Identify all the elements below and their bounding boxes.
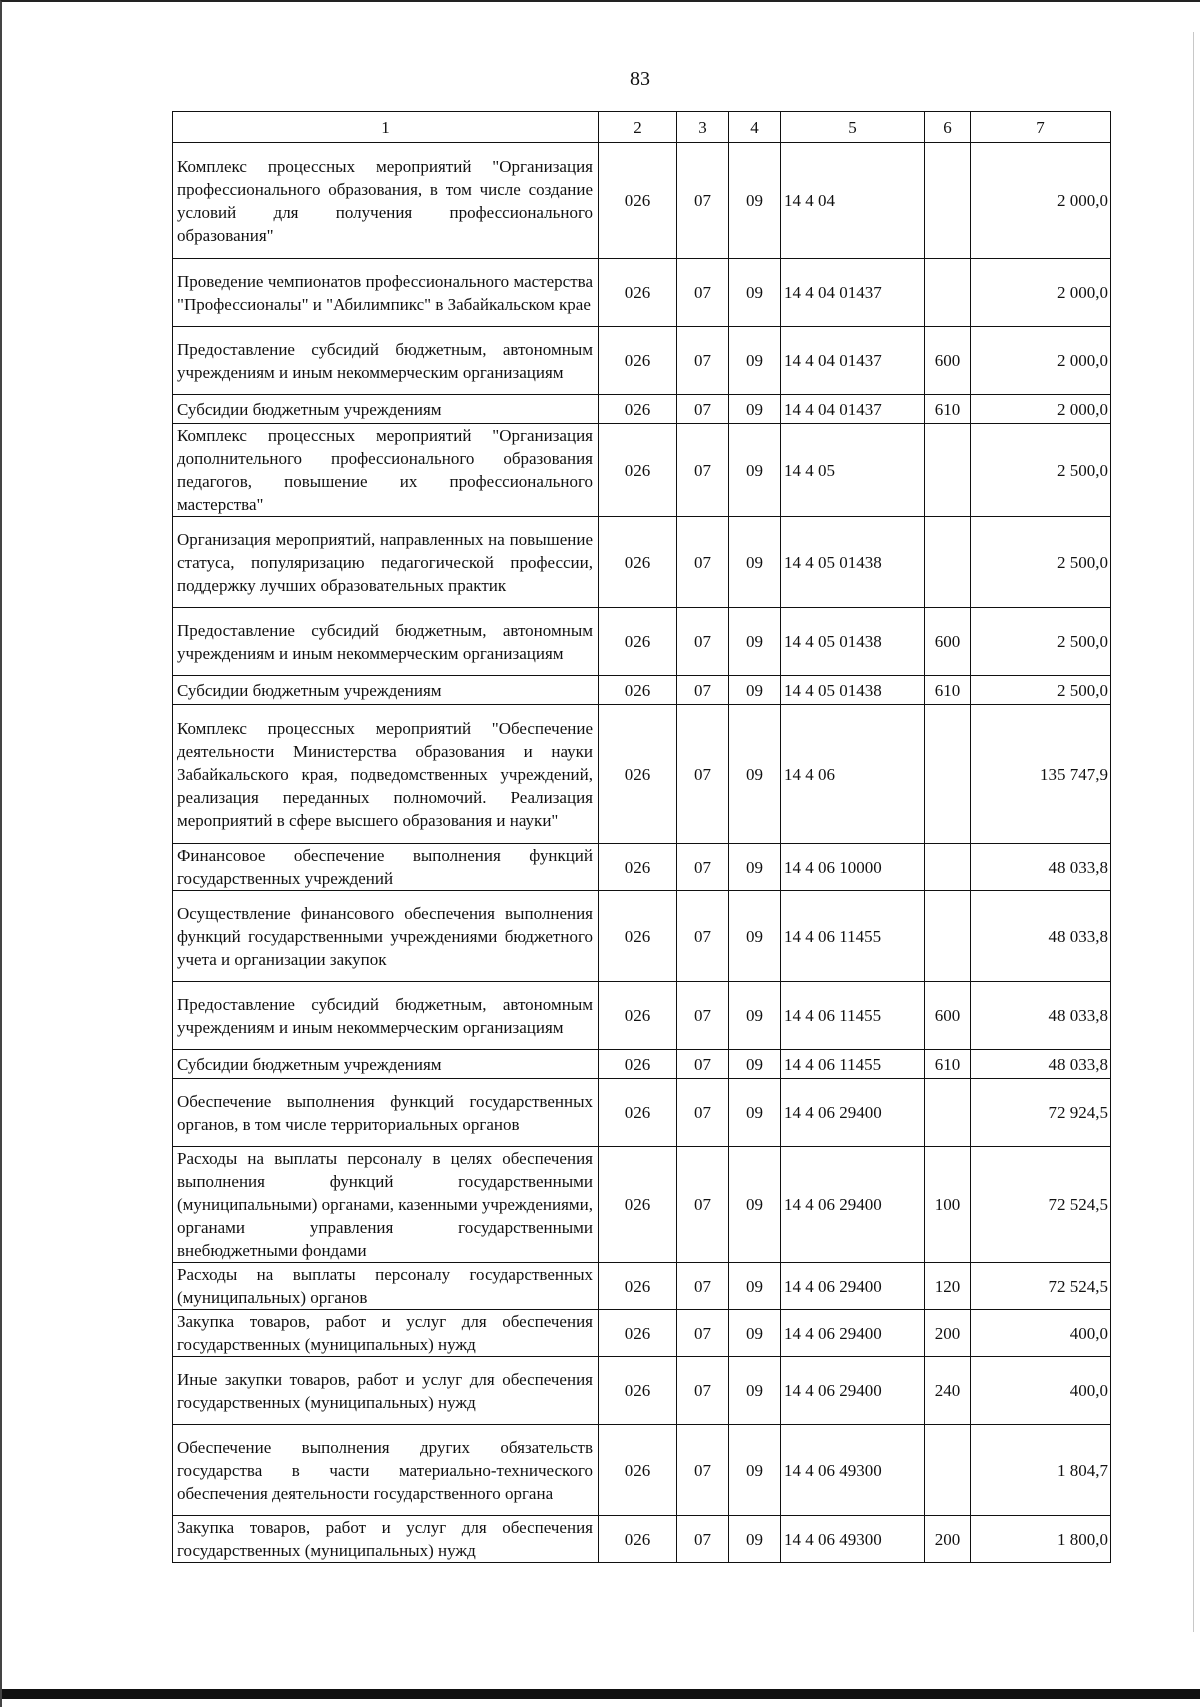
cell-ministry-code: 026 xyxy=(599,1357,677,1425)
cell-subsection: 09 xyxy=(729,844,781,891)
cell-amount: 48 033,8 xyxy=(971,891,1111,982)
cell-name: Закупка товаров, работ и услуг для обеспечения государственных (муниципальных) нужд xyxy=(173,1310,599,1357)
table-row xyxy=(173,1079,1111,1147)
cell-name: Комплекс процессных мероприятий "Организация профессионального образования, в том числе создание условий для получения профессионального образования" xyxy=(173,143,599,259)
cell-section: 07 xyxy=(677,1147,729,1263)
cell-subsection: 09 xyxy=(729,1079,781,1147)
header-col-3: 3 xyxy=(677,112,729,143)
cell-expense-type xyxy=(925,259,971,327)
cell-target-article: 14 4 04 01437 xyxy=(781,395,925,424)
cell-expense-type xyxy=(925,143,971,259)
cell-name: Субсидии бюджетным учреждениям xyxy=(173,1050,599,1079)
table-header xyxy=(173,112,1111,143)
cell-expense-type xyxy=(925,517,971,608)
table-row xyxy=(173,844,1111,891)
cell-expense-type xyxy=(925,1079,971,1147)
cell-target-article: 14 4 06 xyxy=(781,705,925,844)
cell-section: 07 xyxy=(677,844,729,891)
cell-subsection: 09 xyxy=(729,517,781,608)
cell-expense-type xyxy=(925,891,971,982)
cell-subsection: 09 xyxy=(729,327,781,395)
header-col-2: 2 xyxy=(599,112,677,143)
cell-section: 07 xyxy=(677,424,729,517)
cell-section: 07 xyxy=(677,982,729,1050)
cell-section: 07 xyxy=(677,1310,729,1357)
cell-section: 07 xyxy=(677,143,729,259)
budget-table xyxy=(172,111,1111,1563)
table-row xyxy=(173,1050,1111,1079)
table-row xyxy=(173,259,1111,327)
cell-target-article: 14 4 06 29400 xyxy=(781,1310,925,1357)
cell-amount: 72 524,5 xyxy=(971,1147,1111,1263)
cell-expense-type: 120 xyxy=(925,1263,971,1310)
cell-amount: 48 033,8 xyxy=(971,1050,1111,1079)
cell-ministry-code: 026 xyxy=(599,1079,677,1147)
cell-subsection: 09 xyxy=(729,143,781,259)
table-row xyxy=(173,891,1111,982)
table-row xyxy=(173,327,1111,395)
cell-target-article: 14 4 06 29400 xyxy=(781,1263,925,1310)
cell-expense-type xyxy=(925,1425,971,1516)
cell-ministry-code: 026 xyxy=(599,395,677,424)
cell-subsection: 09 xyxy=(729,705,781,844)
cell-name: Финансовое обеспечение выполнения функций государственных учреждений xyxy=(173,844,599,891)
cell-ministry-code: 026 xyxy=(599,982,677,1050)
cell-section: 07 xyxy=(677,517,729,608)
cell-subsection: 09 xyxy=(729,1516,781,1563)
cell-target-article: 14 4 04 xyxy=(781,143,925,259)
cell-section: 07 xyxy=(677,327,729,395)
cell-amount: 2 000,0 xyxy=(971,395,1111,424)
cell-ministry-code: 026 xyxy=(599,1516,677,1563)
cell-target-article: 14 4 05 01438 xyxy=(781,517,925,608)
cell-amount: 2 000,0 xyxy=(971,259,1111,327)
cell-target-article: 14 4 06 10000 xyxy=(781,844,925,891)
cell-name: Иные закупки товаров, работ и услуг для обеспечения государственных (муниципальных) нужд xyxy=(173,1357,599,1425)
cell-expense-type: 100 xyxy=(925,1147,971,1263)
cell-amount: 2 000,0 xyxy=(971,143,1111,259)
cell-ministry-code: 026 xyxy=(599,327,677,395)
cell-expense-type: 610 xyxy=(925,1050,971,1079)
cell-amount: 2 500,0 xyxy=(971,608,1111,676)
table-row xyxy=(173,1516,1111,1563)
cell-expense-type: 600 xyxy=(925,982,971,1050)
cell-subsection: 09 xyxy=(729,1425,781,1516)
cell-expense-type: 610 xyxy=(925,395,971,424)
page-number: 83 xyxy=(630,68,650,90)
cell-name: Организация мероприятий, направленных на повышение статуса, популяризацию педагогической профессии, поддержку лучших образовательных практик xyxy=(173,517,599,608)
cell-section: 07 xyxy=(677,891,729,982)
cell-target-article: 14 4 05 01438 xyxy=(781,676,925,705)
cell-ministry-code: 026 xyxy=(599,1263,677,1310)
cell-section: 07 xyxy=(677,1425,729,1516)
cell-section: 07 xyxy=(677,1263,729,1310)
header-row xyxy=(173,112,1111,143)
cell-subsection: 09 xyxy=(729,424,781,517)
cell-name: Предоставление субсидий бюджетным, автономным учреждениям и иным некоммерческим организациям xyxy=(173,982,599,1050)
cell-amount: 2 000,0 xyxy=(971,327,1111,395)
table-row xyxy=(173,143,1111,259)
cell-ministry-code: 026 xyxy=(599,1050,677,1079)
cell-subsection: 09 xyxy=(729,891,781,982)
cell-subsection: 09 xyxy=(729,1357,781,1425)
cell-subsection: 09 xyxy=(729,259,781,327)
cell-expense-type xyxy=(925,705,971,844)
cell-expense-type xyxy=(925,424,971,517)
table-row xyxy=(173,424,1111,517)
cell-target-article: 14 4 04 01437 xyxy=(781,327,925,395)
cell-ministry-code: 026 xyxy=(599,1147,677,1263)
cell-target-article: 14 4 06 29400 xyxy=(781,1147,925,1263)
cell-amount: 400,0 xyxy=(971,1310,1111,1357)
cell-subsection: 09 xyxy=(729,608,781,676)
cell-amount: 135 747,9 xyxy=(971,705,1111,844)
cell-amount: 400,0 xyxy=(971,1357,1111,1425)
cell-name: Обеспечение выполнения функций государственных органов, в том числе территориальных органов xyxy=(173,1079,599,1147)
cell-section: 07 xyxy=(677,705,729,844)
cell-name: Предоставление субсидий бюджетным, автономным учреждениям и иным некоммерческим организациям xyxy=(173,608,599,676)
cell-name: Осуществление финансового обеспечения выполнения функций государственными учреждениями бюджетного учета и организации закупок xyxy=(173,891,599,982)
cell-target-article: 14 4 06 29400 xyxy=(781,1357,925,1425)
cell-amount: 2 500,0 xyxy=(971,676,1111,705)
cell-name: Субсидии бюджетным учреждениям xyxy=(173,676,599,705)
cell-section: 07 xyxy=(677,676,729,705)
table-row xyxy=(173,517,1111,608)
cell-subsection: 09 xyxy=(729,1147,781,1263)
cell-section: 07 xyxy=(677,1357,729,1425)
cell-amount: 1 804,7 xyxy=(971,1425,1111,1516)
cell-target-article: 14 4 05 01438 xyxy=(781,608,925,676)
cell-ministry-code: 026 xyxy=(599,1425,677,1516)
cell-name: Комплекс процессных мероприятий "Организация дополнительного профессионального образования педагогов, повышение их профессионального мастерства" xyxy=(173,424,599,517)
cell-name: Субсидии бюджетным учреждениям xyxy=(173,395,599,424)
cell-target-article: 14 4 06 11455 xyxy=(781,1050,925,1079)
cell-name: Предоставление субсидий бюджетным, автономным учреждениям и иным некоммерческим организациям xyxy=(173,327,599,395)
cell-amount: 2 500,0 xyxy=(971,517,1111,608)
header-col-6: 6 xyxy=(925,112,971,143)
cell-section: 07 xyxy=(677,1516,729,1563)
cell-ministry-code: 026 xyxy=(599,891,677,982)
cell-amount: 48 033,8 xyxy=(971,982,1111,1050)
header-col-5: 5 xyxy=(781,112,925,143)
cell-ministry-code: 026 xyxy=(599,705,677,844)
cell-subsection: 09 xyxy=(729,1263,781,1310)
table-body xyxy=(173,143,1111,1563)
table-row xyxy=(173,982,1111,1050)
cell-ministry-code: 026 xyxy=(599,676,677,705)
cell-target-article: 14 4 06 11455 xyxy=(781,982,925,1050)
cell-section: 07 xyxy=(677,1079,729,1147)
cell-target-article: 14 4 04 01437 xyxy=(781,259,925,327)
table-row xyxy=(173,1147,1111,1263)
cell-amount: 72 524,5 xyxy=(971,1263,1111,1310)
cell-amount: 2 500,0 xyxy=(971,424,1111,517)
cell-amount: 72 924,5 xyxy=(971,1079,1111,1147)
table-row xyxy=(173,608,1111,676)
cell-target-article: 14 4 06 49300 xyxy=(781,1425,925,1516)
cell-subsection: 09 xyxy=(729,982,781,1050)
cell-name: Проведение чемпионатов профессионального мастерства "Профессионалы" и "Абилимпикс" в Забайкальском крае xyxy=(173,259,599,327)
cell-subsection: 09 xyxy=(729,1050,781,1079)
cell-expense-type: 600 xyxy=(925,327,971,395)
cell-expense-type: 240 xyxy=(925,1357,971,1425)
cell-target-article: 14 4 05 xyxy=(781,424,925,517)
cell-expense-type xyxy=(925,844,971,891)
header-col-7: 7 xyxy=(971,112,1111,143)
cell-target-article: 14 4 06 11455 xyxy=(781,891,925,982)
cell-amount: 48 033,8 xyxy=(971,844,1111,891)
header-col-4: 4 xyxy=(729,112,781,143)
cell-subsection: 09 xyxy=(729,395,781,424)
cell-amount: 1 800,0 xyxy=(971,1516,1111,1563)
cell-name: Расходы на выплаты персоналу в целях обеспечения выполнения функций государственными (муниципальными) органами, казенными учреждениями, органами управления государственными внебюджетными фондами xyxy=(173,1147,599,1263)
cell-section: 07 xyxy=(677,1050,729,1079)
cell-expense-type: 200 xyxy=(925,1310,971,1357)
cell-ministry-code: 026 xyxy=(599,608,677,676)
cell-name: Закупка товаров, работ и услуг для обеспечения государственных (муниципальных) нужд xyxy=(173,1516,599,1563)
table-row xyxy=(173,1357,1111,1425)
header-col-1: 1 xyxy=(173,112,599,143)
cell-ministry-code: 026 xyxy=(599,424,677,517)
cell-ministry-code: 026 xyxy=(599,259,677,327)
cell-subsection: 09 xyxy=(729,1310,781,1357)
table-row xyxy=(173,1263,1111,1310)
cell-ministry-code: 026 xyxy=(599,143,677,259)
table-row xyxy=(173,705,1111,844)
cell-ministry-code: 026 xyxy=(599,517,677,608)
cell-name: Комплекс процессных мероприятий "Обеспечение деятельности Министерства образования и науки Забайкальского края, подведомственных учреждений, реализация переданных полномочий. Реализация мероприятий в сфере высшего образования и науки" xyxy=(173,705,599,844)
table-row xyxy=(173,676,1111,705)
cell-expense-type: 610 xyxy=(925,676,971,705)
cell-ministry-code: 026 xyxy=(599,844,677,891)
cell-target-article: 14 4 06 29400 xyxy=(781,1079,925,1147)
cell-expense-type: 600 xyxy=(925,608,971,676)
table-row xyxy=(173,1310,1111,1357)
cell-section: 07 xyxy=(677,395,729,424)
cell-expense-type: 200 xyxy=(925,1516,971,1563)
cell-ministry-code: 026 xyxy=(599,1310,677,1357)
table-row xyxy=(173,1425,1111,1516)
cell-section: 07 xyxy=(677,259,729,327)
cell-target-article: 14 4 06 49300 xyxy=(781,1516,925,1563)
cell-name: Расходы на выплаты персоналу государственных (муниципальных) органов xyxy=(173,1263,599,1310)
cell-name: Обеспечение выполнения других обязательств государства в части материально-технического обеспечения деятельности государственного органа xyxy=(173,1425,599,1516)
cell-subsection: 09 xyxy=(729,676,781,705)
table-row xyxy=(173,395,1111,424)
cell-section: 07 xyxy=(677,608,729,676)
